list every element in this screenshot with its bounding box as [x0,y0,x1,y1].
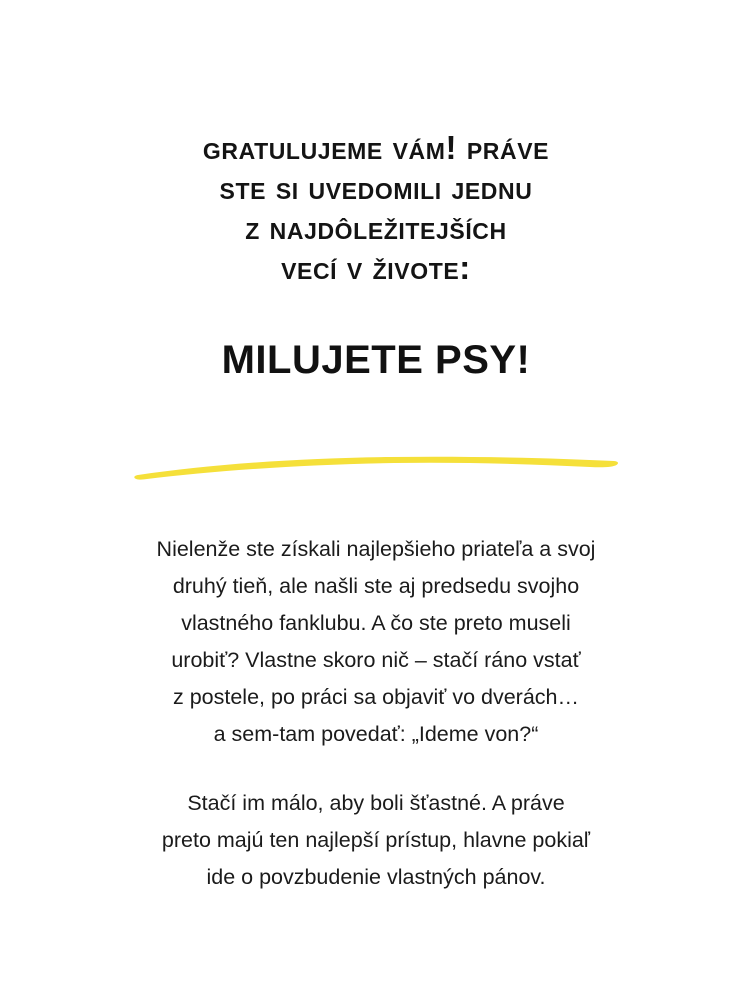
headline-line-2: ste si uvedomili jednu [219,169,533,206]
paragraph-1-line-1: Nielenže ste získali najlepšieho priateľa a svoj [156,537,596,562]
divider-container [60,451,692,481]
body-copy [96,531,656,896]
paragraph-2-line-1: Stačí im málo, aby boli šťastné. A práve [187,791,565,816]
paragraph-2 [96,785,656,896]
page-subheadline: MILUJETE PSY! [221,338,531,383]
brush-underline-icon [132,451,620,481]
paragraph-1-line-5: z postele, po práci sa objaviť vo dverách… [172,685,580,710]
headline-line-1: gratulujeme vám! práve [202,129,550,166]
paragraph-2-line-2: preto majú ten najlepší prístup, hlavne pokiaľ [161,828,591,853]
paragraph-1-line-6: a sem-tam povedať: „Ideme von?“ [213,722,539,747]
paragraph-1 [96,531,656,753]
page-headline [203,128,549,288]
paragraph-1-line-4: urobiť? Vlastne skoro nič – stačí ráno vstať [171,648,581,673]
paragraph-2-line-3: ide o povzbudenie vlastných pánov. [206,865,546,890]
headline-line-3: z najdôležitejších [245,209,507,246]
paragraph-1-line-2: druhý tieň, ale našli ste aj predsedu svojho [172,574,580,599]
headline-line-4: vecí v živote: [281,249,471,286]
paragraph-1-line-3: vlastného fanklubu. A čo ste preto museli [181,611,571,636]
